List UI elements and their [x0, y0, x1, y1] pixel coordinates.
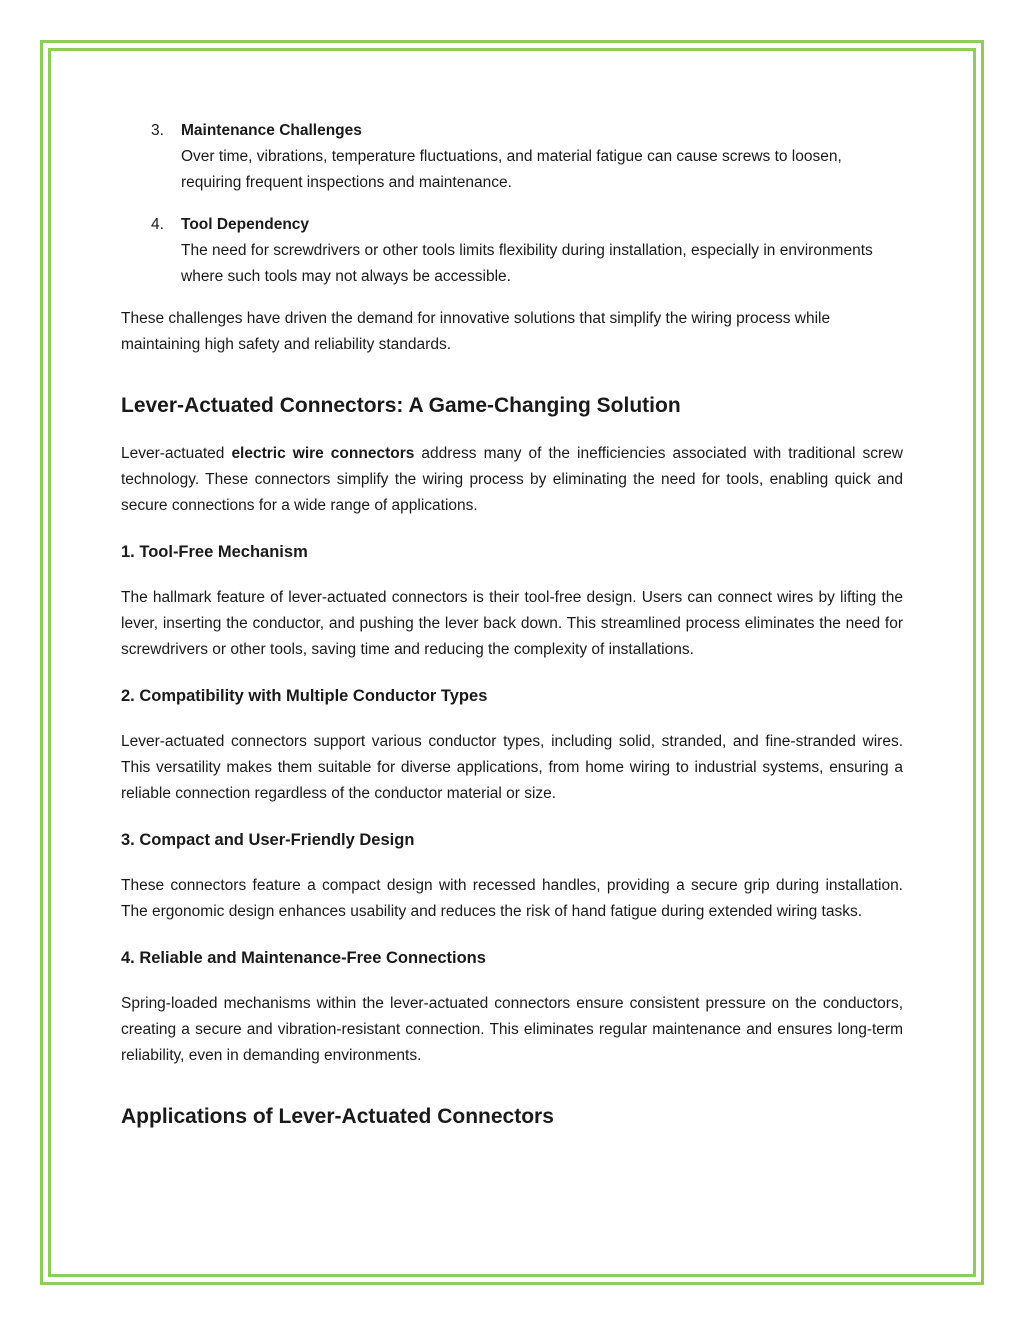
list-item [121, 212, 903, 290]
intro-paragraph: These challenges have driven the demand for innovative solutions that simplify the wiring process while maintaining high safety and reliability standards. [121, 310, 831, 353]
section-intro-paragraph [121, 441, 903, 519]
document-body [121, 118, 903, 1152]
list-item [121, 118, 903, 196]
list-item-title: Maintenance Challenges [181, 122, 362, 139]
section-intro-text-rest: address many of the inefficiencies associated with traditional screw technology. These connectors simplify the wiring process by eliminating the need for tools, enabling quick and secure connections for a wide range of applications. [121, 445, 903, 514]
subsection-heading: 1. Tool-Free Mechanism [121, 543, 308, 561]
subsection-paragraph: Lever-actuated connectors support various conductor types, including solid, stranded, and fine-stranded wires. This versatility makes them suitable for diverse applications, from home wiring to industrial systems, ensuring a reliable connection regardless of the conductor material or size. [121, 733, 903, 802]
section-heading: Lever-Actuated Connectors: A Game-Changing Solution [121, 394, 681, 417]
subsection-paragraph: These connectors feature a compact design with recessed handles, providing a secure grip during installation. The ergonomic design enhances usability and reduces the risk of hand fatigue during extended wiring tasks. [121, 877, 903, 920]
list-item-title: Tool Dependency [181, 216, 310, 233]
subsection-heading: 3. Compact and User-Friendly Design [121, 831, 415, 849]
section-intro-keyword: electric wire connectors [231, 445, 415, 462]
subsection-heading: 2. Compatibility with Multiple Conductor Types [121, 687, 488, 705]
list-number: 3. [151, 122, 164, 139]
list-number: 4. [151, 216, 164, 233]
subsection-paragraph: The hallmark feature of lever-actuated connectors is their tool-free design. Users can connect wires by lifting the lever, inserting the conductor, and pushing the lever back down. This streamlined process eliminates the need for screwdrivers or other tools, saving time and reducing the complexity of installations. [121, 589, 903, 658]
list-item-text: The need for screwdrivers or other tools limits flexibility during installation, especially in environments where such tools may not always be accessible. [181, 242, 873, 285]
section-intro-text: Lever-actuated [121, 445, 232, 462]
subsection-heading: 4. Reliable and Maintenance-Free Connections [121, 949, 486, 967]
list-item-text: Over time, vibrations, temperature fluctuations, and material fatigue can cause screws to loosen, requiring frequent inspections and maintenance. [181, 148, 842, 191]
final-heading: Applications of Lever-Actuated Connectors [121, 1105, 554, 1128]
subsection-paragraph: Spring-loaded mechanisms within the lever-actuated connectors ensure consistent pressure on the conductors, creating a secure and vibration-resistant connection. This eliminates regular maintenance and ensures long-term reliability, even in demanding environments. [121, 995, 903, 1064]
